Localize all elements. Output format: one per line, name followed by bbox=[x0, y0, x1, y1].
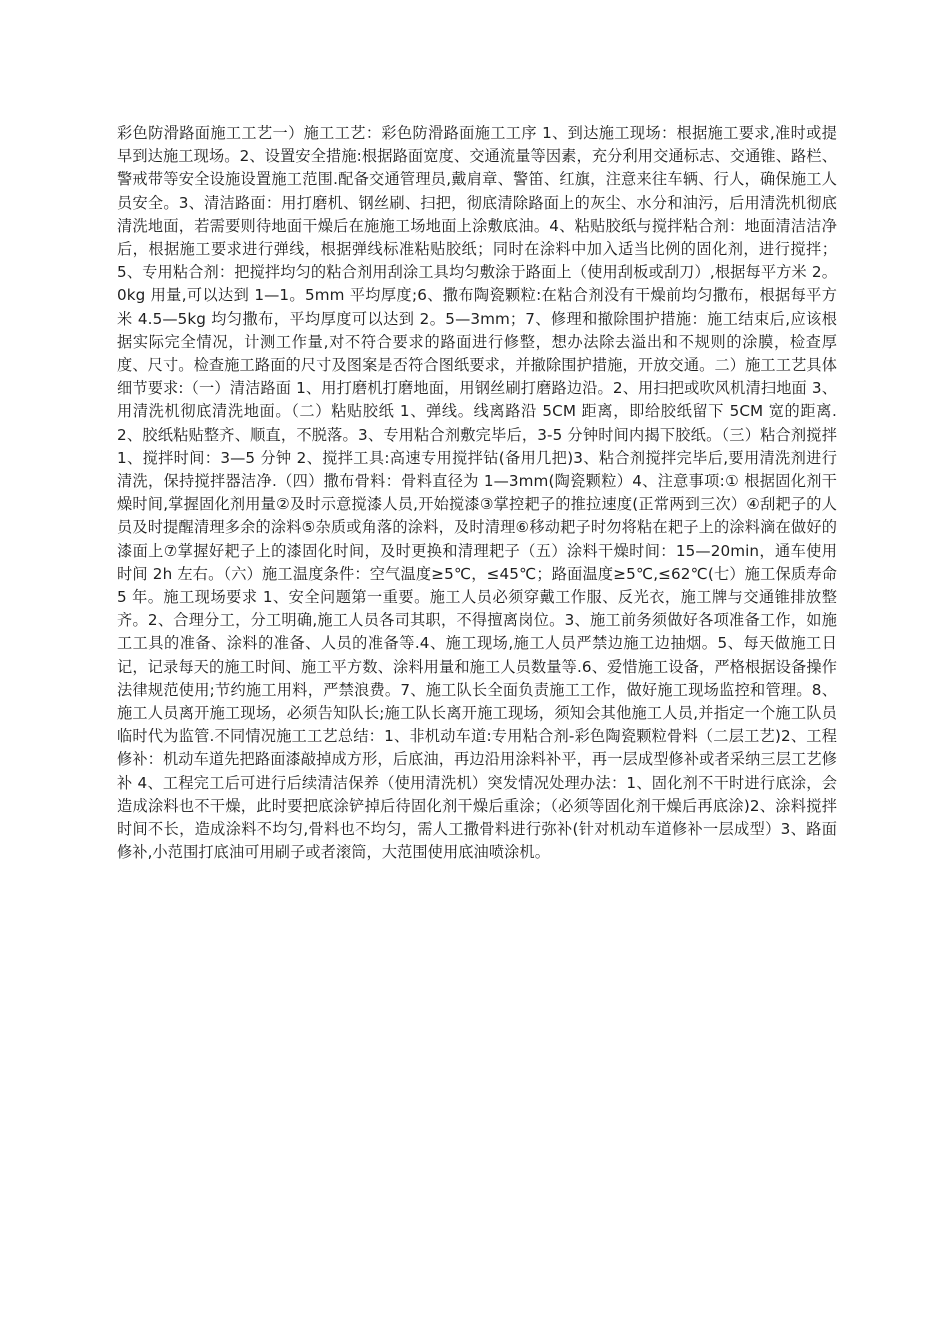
document-body bbox=[117, 122, 837, 865]
body-paragraph: 彩色防滑路面施工工艺一）施工工艺：彩色防滑路面施工工序 1、到达施工现场：根据施工要求,准时或提早到达施工现场。2、设置安全措施:根据路面宽度、交通流量等因素，充分利用交通标志、交通锥、路栏、警戒带等安全设施设置施工范围.配备交通管理员,戴肩章、警笛、红旗，注意来往车辆、行人，确保施工人员安全。3、清洁路面：用打磨机、钢丝刷、扫把，彻底清除路面上的灰尘、水分和油污，后用清洗机彻底清洗地面，若需要则待地面干燥后在施施工场地面上涂敷底油。4、粘贴胶纸与搅拌粘合剂：地面清洁洁净后，根据施工要求进行弹线，根据弹线标准粘贴胶纸；同时在涂料中加入适当比例的固化剂，进行搅拌；5、专用粘合剂：把搅拌均匀的粘合剂用刮涂工具均匀敷涂于路面上（使用刮板或刮刀）,根据每平方米 2。0kg 用量,可以达到 1—1。5mm 平均厚度;6、撒布陶瓷颗粒:在粘合剂没有干燥前均匀撒布，根据每平方米 4.5—5kg 均匀撒布，平均厚度可以达到 2。5—3mm；7、修理和撤除围护措施：施工结束后,应该根据实际完全情况，计测工作量,对不符合要求的路面进行修整，想办法除去溢出和不规则的涂膜，检查厚度、尺寸。检查施工路面的尺寸及图案是否符合图纸要求，并撤除围护措施，开放交通。二）施工工艺具体细节要求:（一）清洁路面 1、用打磨机打磨地面，用钢丝刷打磨路边沿。2、用扫把或吹风机清扫地面 3、用清洗机彻底清洗地面。（二）粘贴胶纸 1、弹线。线离路沿 5CM 距离，即给胶纸留下 5CM 宽的距离.2、胶纸粘贴整齐、顺直，不脱落。3、专用粘合剂敷完毕后，3-5 分钟时间内揭下胶纸。（三）粘合剂搅拌 1、搅拌时间：3—5 分钟 2、搅拌工具:高速专用搅拌钻(备用几把)3、粘合剂搅拌完毕后,要用清洗剂进行清洗，保持搅拌器洁净.（四）撒布骨料：骨料直径为 1—3mm(陶瓷颗粒）4、注意事项:① 根据固化剂干燥时间,掌握固化剂用量②及时示意搅漆人员,开始搅漆③掌控耙子的推拉速度(正常两到三次）④刮耙子的人员及时提醒清理多余的涂料⑤杂质或角落的涂料，及时清理⑥移动耙子时勿将粘在耙子上的涂料滴在做好的漆面上⑦掌握好耙子上的漆固化时间，及时更换和清理耙子（五）涂料干燥时间：15—20min，通车使用时间 2h 左右。（六）施工温度条件：空气温度≥5℃，≤45℃；路面温度≥5℃,≤62℃(七）施工保质寿命 5 年。施工现场要求 1、安全问题第一重要。施工人员必须穿戴工作服、反光衣，施工牌与交通锥排放整齐。2、合理分工，分工明确,施工人员各司其职，不得擅离岗位。3、施工前务须做好各项准备工作，如施工工具的准备、涂料的准备、人员的准备等.4、施工现场,施工人员严禁边施工边抽烟。5、每天做施工日记，记录每天的施工时间、施工平方数、涂料用量和施工人员数量等.6、爱惜施工设备，严格根据设备操作法律规范使用;节约施工用料，严禁浪费。7、施工队长全面负责施工工作，做好施工现场监控和管理。8、施工人员离开施工现场，必须告知队长;施工队长离开施工现场，须知会其他施工人员,并指定一个施工队员临时代为监管.不同情况施工工艺总结：1、非机动车道:专用粘合剂-彩色陶瓷颗粒骨料（二层工艺)2、工程修补：机动车道先把路面漆敲掉成方形，后底油，再边沿用涂料补平，再一层成型修补或者采纳三层工艺修补 4、工程完工后可进行后续清洁保养（使用清洗机）突发情况处理办法：1、固化剂不干时进行底涂，会造成涂料也不干燥，此时要把底涂铲掉后待固化剂干燥后重涂；（必须等固化剂干燥后再底涂)2、涂料搅拌时间不长，造成涂料不均匀,骨料也不均匀，需人工撒骨料进行弥补(针对机动车道修补一层成型）3、路面修补,小范围打底油可用刷子或者滚筒，大范围使用底油喷涂机。 bbox=[117, 124, 837, 862]
